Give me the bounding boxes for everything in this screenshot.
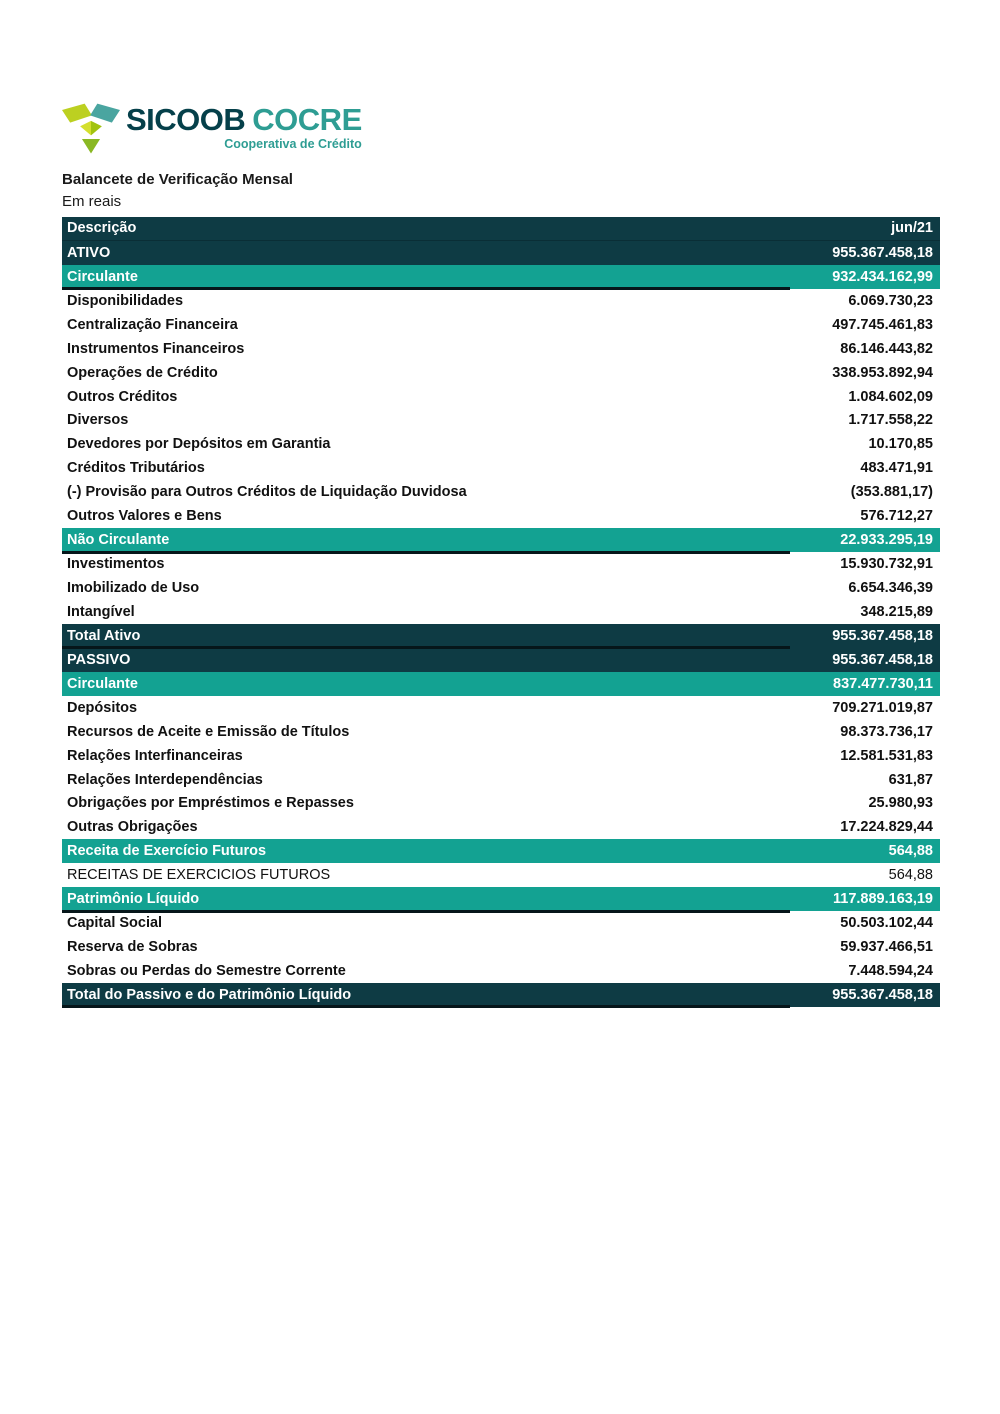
row-value: 7.448.594,24 xyxy=(848,963,933,980)
table-row xyxy=(62,696,940,720)
row-value: 6.069.730,23 xyxy=(848,292,933,309)
row-value: 6.654.346,39 xyxy=(848,580,933,597)
row-label: Devedores por Depósitos em Garantia xyxy=(67,436,331,453)
row-label: (-) Provisão para Outros Créditos de Liquidação Duvidosa xyxy=(67,484,467,501)
table-row xyxy=(62,887,940,911)
row-label: Imobilizado de Uso xyxy=(67,580,200,597)
table-row xyxy=(62,480,940,504)
row-value: 86.146.443,82 xyxy=(840,340,933,357)
brand-sicoob-text: SICOOB xyxy=(126,102,246,137)
row-value: 955.367.458,18 xyxy=(832,244,933,261)
row-value: 955.367.458,18 xyxy=(832,651,933,668)
table-row xyxy=(62,624,940,648)
table-row xyxy=(62,911,940,935)
row-value: 837.477.730,11 xyxy=(833,675,933,692)
row-label: Total do Passivo e do Patrimônio Líquido xyxy=(67,986,352,1003)
row-value: 117.889.163,19 xyxy=(833,891,933,908)
page-subtitle: Em reais xyxy=(62,193,122,210)
row-value: 59.937.466,51 xyxy=(840,939,933,956)
row-label: Não Circulante xyxy=(67,532,170,549)
row-label: Relações Interfinanceiras xyxy=(67,747,243,764)
row-label: Operações de Crédito xyxy=(67,364,218,381)
row-value: 348.215,89 xyxy=(860,603,933,620)
row-label: Investimentos xyxy=(67,556,165,573)
table-row xyxy=(62,720,940,744)
row-label: Centralização Financeira xyxy=(67,316,238,333)
sicoob-cocre-logo xyxy=(62,103,362,155)
table-row xyxy=(62,337,940,361)
table-row xyxy=(62,935,940,959)
table-row xyxy=(62,265,940,289)
row-value: 1.084.602,09 xyxy=(848,388,933,405)
table-row xyxy=(62,552,940,576)
row-label: Outras Obrigações xyxy=(67,819,198,836)
table-row xyxy=(62,768,940,792)
row-value: 631,87 xyxy=(888,771,933,788)
logo-text-block xyxy=(126,103,362,151)
table-row xyxy=(62,792,940,816)
row-value: 338.953.892,94 xyxy=(832,364,933,381)
row-label: Sobras ou Perdas do Semestre Corrente xyxy=(67,963,346,980)
table-row xyxy=(62,432,940,456)
row-value: 576.712,27 xyxy=(860,508,933,525)
table-row xyxy=(62,528,940,552)
row-value: 564,88 xyxy=(888,843,933,860)
table-row xyxy=(62,600,940,624)
row-value: (353.881,17) xyxy=(850,484,933,501)
column-header-period: jun/21 xyxy=(891,220,933,237)
table-row xyxy=(62,576,940,600)
row-value: 17.224.829,44 xyxy=(840,819,933,836)
table-row xyxy=(62,504,940,528)
row-value: 497.745.461,83 xyxy=(832,316,933,333)
balance-table xyxy=(62,217,940,1007)
row-value: 10.170,85 xyxy=(868,436,933,453)
row-value: 50.503.102,44 xyxy=(840,915,933,932)
row-value: 22.933.295,19 xyxy=(840,532,933,549)
table-row xyxy=(62,289,940,313)
row-label: Instrumentos Financeiros xyxy=(67,340,245,357)
row-label: Circulante xyxy=(67,675,138,692)
page-title: Balancete de Verificação Mensal xyxy=(62,171,293,188)
table-header-row xyxy=(62,217,940,241)
row-value: 25.980,93 xyxy=(868,795,933,812)
row-value: 15.930.732,91 xyxy=(840,556,933,573)
row-label: Recursos de Aceite e Emissão de Títulos xyxy=(67,723,350,740)
table-row xyxy=(62,241,940,265)
table-row xyxy=(62,648,940,672)
sicoob-logo-icon xyxy=(62,103,120,155)
row-label: Receita de Exercício Futuros xyxy=(67,843,267,860)
row-label: Circulante xyxy=(67,268,138,285)
brand-cocre-text: COCRE xyxy=(252,102,362,137)
table-row xyxy=(62,672,940,696)
row-value: 12.581.531,83 xyxy=(840,747,933,764)
table-row xyxy=(62,456,940,480)
row-label: Intangível xyxy=(67,603,135,620)
row-value: 932.434.162,99 xyxy=(832,268,933,285)
row-label: Reserva de Sobras xyxy=(67,939,198,956)
row-value: 483.471,91 xyxy=(860,460,933,477)
table-row xyxy=(62,385,940,409)
row-label: Depósitos xyxy=(67,699,138,716)
row-label: Diversos xyxy=(67,412,129,429)
row-value: 1.717.558,22 xyxy=(848,412,933,429)
row-label: RECEITAS DE EXERCICIOS FUTUROS xyxy=(67,867,331,884)
table-body xyxy=(62,241,940,1007)
table-row xyxy=(62,313,940,337)
row-value: 955.367.458,18 xyxy=(832,627,933,644)
brand-name xyxy=(126,103,362,137)
table-row xyxy=(62,744,940,768)
row-label: Disponibilidades xyxy=(67,292,184,309)
table-row xyxy=(62,983,940,1007)
row-label: Créditos Tributários xyxy=(67,460,205,477)
table-row xyxy=(62,863,940,887)
column-header-description: Descrição xyxy=(67,220,137,237)
row-label: Relações Interdependências xyxy=(67,771,263,788)
row-value: 955.367.458,18 xyxy=(832,986,933,1003)
row-label: Capital Social xyxy=(67,915,163,932)
row-value: 564,88 xyxy=(888,867,933,884)
row-value: 98.373.736,17 xyxy=(840,723,933,740)
row-label: PASSIVO xyxy=(67,651,131,668)
row-label: Total Ativo xyxy=(67,627,141,644)
table-row xyxy=(62,839,940,863)
row-value: 709.271.019,87 xyxy=(832,699,933,716)
row-label: Obrigações por Empréstimos e Repasses xyxy=(67,795,354,812)
table-row xyxy=(62,361,940,385)
row-label: Outros Valores e Bens xyxy=(67,508,222,525)
table-row xyxy=(62,409,940,433)
row-label: ATIVO xyxy=(67,244,111,261)
brand-tagline: Cooperativa de Crédito xyxy=(224,137,362,151)
row-label: Patrimônio Líquido xyxy=(67,891,200,908)
table-row xyxy=(62,959,940,983)
row-label: Outros Créditos xyxy=(67,388,178,405)
table-row xyxy=(62,815,940,839)
